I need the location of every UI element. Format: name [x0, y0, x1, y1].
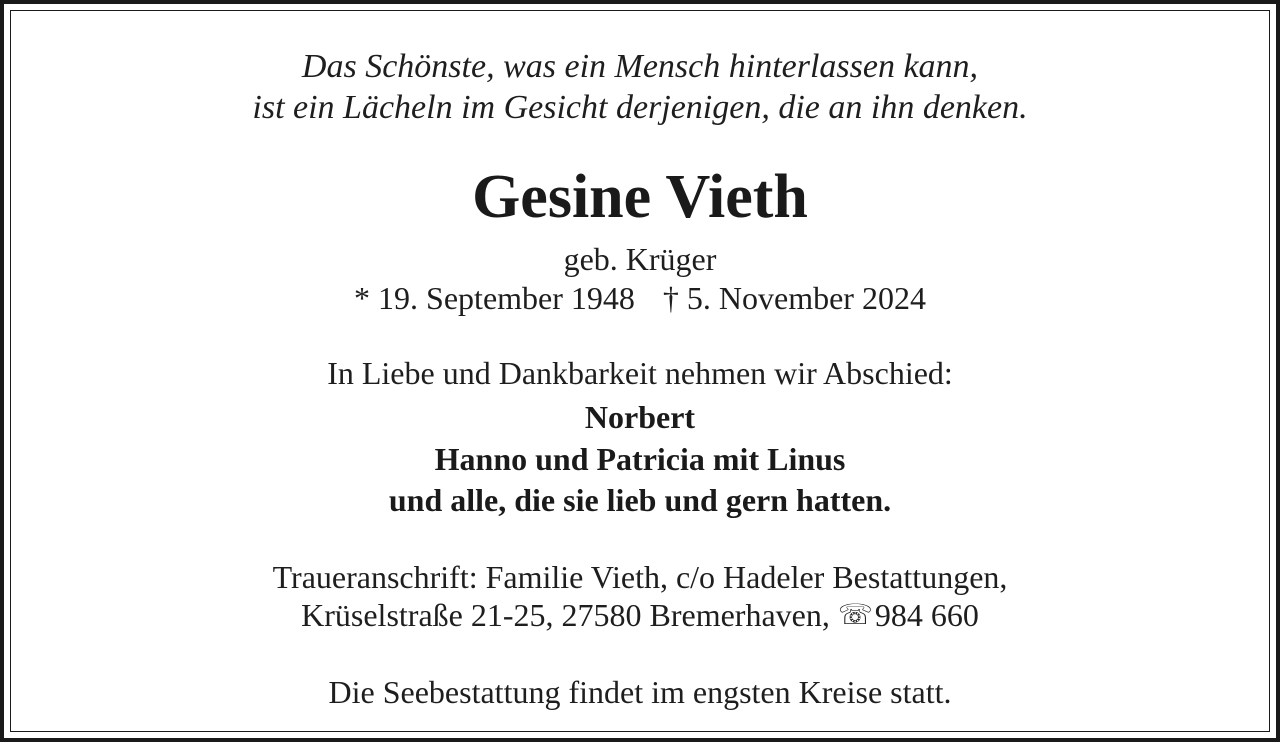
burial-notice: Die Seebestattung findet im engsten Kreise statt. [328, 674, 952, 710]
quote-line-1: Das Schönste, was ein Mensch hinterlassen kann, [301, 48, 979, 85]
death-date: † 5. November 2024 [662, 280, 926, 316]
life-dates [4, 278, 1276, 318]
mourner-line: und alle, die sie lieb und gern hatten. [388, 482, 892, 518]
mourner-line: Hanno und Patricia mit Linus [434, 441, 846, 477]
address-line-1: Traueranschrift: Familie Vieth, c/o Hadeler Bestattungen, [272, 559, 1008, 595]
address-street: Krüselstraße 21-25, 27580 Bremerhaven, [301, 597, 830, 633]
farewell-intro: In Liebe und Dankbarkeit nehmen wir Abschied: [327, 355, 953, 391]
deceased-name: Gesine Vieth [472, 163, 808, 231]
quote-line-2: ist ein Lächeln im Gesicht derjenigen, die an ihn denken. [252, 89, 1028, 126]
telephone-icon: ☏ [837, 598, 873, 631]
maiden-name: geb. Krüger [563, 241, 717, 277]
address-line-2 [4, 595, 1276, 635]
mourner-line: Norbert [584, 399, 696, 435]
birth-date: * 19. September 1948 [354, 280, 635, 316]
phone-number: 984 660 [874, 597, 979, 633]
